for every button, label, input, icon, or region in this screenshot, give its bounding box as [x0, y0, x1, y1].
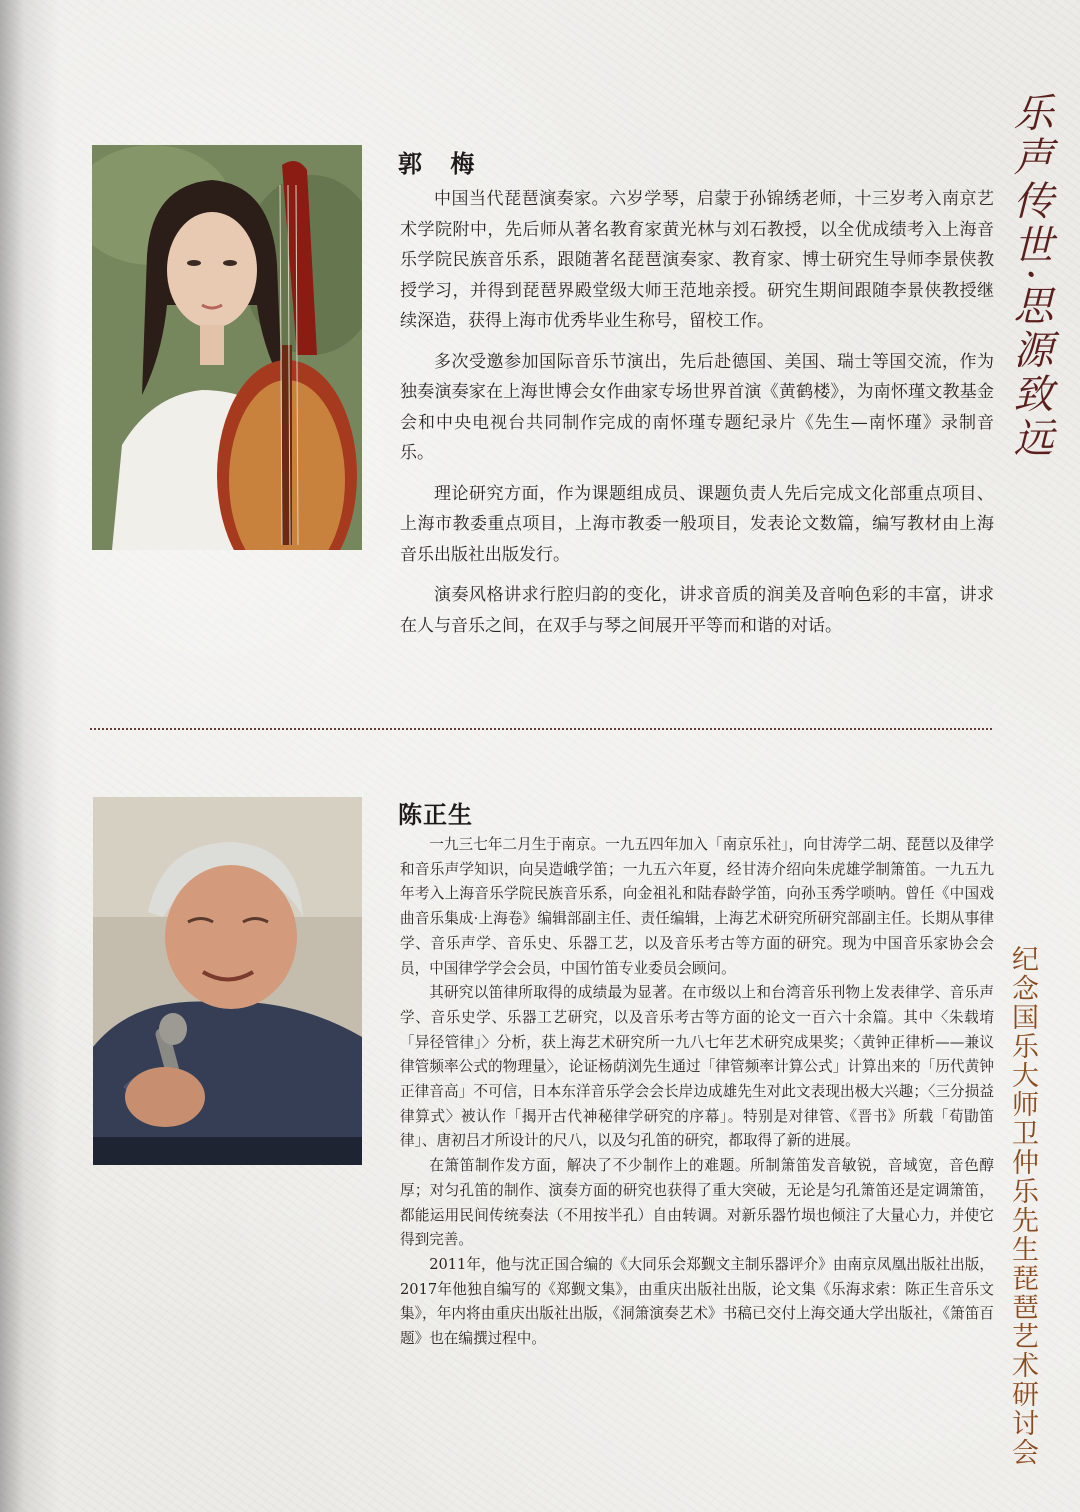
portrait-photo-guo-mei — [92, 145, 362, 550]
bio-paragraph: 一九三七年二月生于南京。一九五四年加入「南京乐社」，向甘涛学二胡、琵琶以及律学和音乐声学知识，向吴造峨学笛；一九五六年夏，经甘涛介绍向朱虎雄学制箫笛。一九五九年考入上海音乐学院民族音乐系，向金祖礼和陆春龄学笛，向孙玉秀学唢呐。曾任《中国戏曲音乐集成·上海卷》编辑部副主任、责任编辑，上海艺术研究所研究部副主任。长期从事律学、音乐声学、音乐史、乐器工艺，以及音乐考古等方面的研究。现为中国音乐家协会会员，中国律学学会会员，中国竹笛专业委员会顾问。 — [400, 836, 994, 977]
dotted-divider — [90, 728, 992, 730]
page-spine-shadow — [0, 0, 60, 1512]
side-title-event: 纪念国乐大师卫仲乐先生琵琶艺术研讨会 — [1007, 945, 1038, 1467]
portrait-illustration — [93, 797, 362, 1165]
bio-paragraph: 演奏风格讲求行腔归韵的变化，讲求音质的润美及音响色彩的丰富，讲求在人与音乐之间，在双手与琴之间展开平等而和谐的对话。 — [400, 585, 994, 636]
profile-biography — [400, 833, 994, 1352]
bio-paragraph: 其研究以笛律所取得的成绩最为显著。在市级以上和台湾音乐刊物上发表律学、音乐声学、音乐史学、乐器工艺研究，以及音乐考古等方面的论文一百六十余篇。其中〈朱载堉「异径管律」〉分析，获上海艺术研究所一九八七年艺术研究成果奖；〈黄钟正律析——兼议律管频率公式的物理量〉，论证杨荫浏先生通过「律管频率计算公式」计算出来的「历代黄钟正律音高」不可信，日本东洋音乐学会会长岸边成雄先生对此文表现出极大兴趣；〈三分损益律算式〉被认作「揭开古代神秘律学研究的序幕」。特别是对律管、《晋书》所载「荀勖笛律」、唐初吕才所设计的尺八，以及匀孔笛的研究，都取得了新的进展。 — [400, 984, 994, 1150]
bio-paragraph: 中国当代琵琶演奏家。六岁学琴，启蒙于孙锦绣老师，十三岁考入南京艺术学院附中，先后师从著名教育家黄光林与刘石教授，以全优成绩考入上海音乐学院民族音乐系，跟随著名琵琶演奏家、教育家、博士研究生导师李景侠教授学习，并得到琵琶界殿堂级大师王范地亲授。研究生期间跟随李景侠教授继续深造，获得上海市优秀毕业生称号，留校工作。 — [400, 189, 994, 331]
side-title-calligraphy: 乐声传世·思源致远 — [1007, 92, 1053, 461]
portrait-illustration — [92, 145, 362, 550]
profile-biography — [400, 184, 994, 651]
profile-name: 郭 梅 — [398, 149, 485, 178]
bio-paragraph: 在箫笛制作发方面，解决了不少制作上的难题。所制箫笛发音敏锐，音域宽，音色醇厚；对匀孔笛的制作、演奏方面的研究也获得了重大突破，无论是匀孔箫笛还是定调箫笛，都能运用民间传统奏法（不用按半孔）自由转调。对新乐器竹埙也倾注了大量心力，并使它得到完善。 — [400, 1157, 994, 1249]
profile-name: 陈正生 — [398, 800, 473, 829]
bio-paragraph: 理论研究方面，作为课题组成员、课题负责人先后完成文化部重点项目、上海市教委重点项目，上海市教委一般项目，发表论文数篇，编写教材由上海音乐出版社出版发行。 — [400, 483, 994, 565]
bio-paragraph: 2011年，他与沈正国合编的《大同乐会郑觐文主制乐器评介》由南京凤凰出版社出版，2017年他独自编写的《郑觐文集》，由重庆出版社出版，论文集《乐海求索：陈正生音乐文集》，年内将由重庆出版社出版，《洞箫演奏艺术》书稿已交付上海交通大学出版社，《箫笛百题》也在编撰过程中。 — [400, 1255, 994, 1348]
portrait-photo-chen-zhengsheng — [93, 797, 362, 1165]
bio-paragraph: 多次受邀参加国际音乐节演出，先后赴德国、美国、瑞士等国交流，作为独奏演奏家在上海世博会女作曲家专场世界首演《黄鹤楼》，为南怀瑾文教基金会和中央电视台共同制作完成的南怀瑾专题纪录片《先生—南怀瑾》录制音乐。 — [400, 351, 994, 463]
